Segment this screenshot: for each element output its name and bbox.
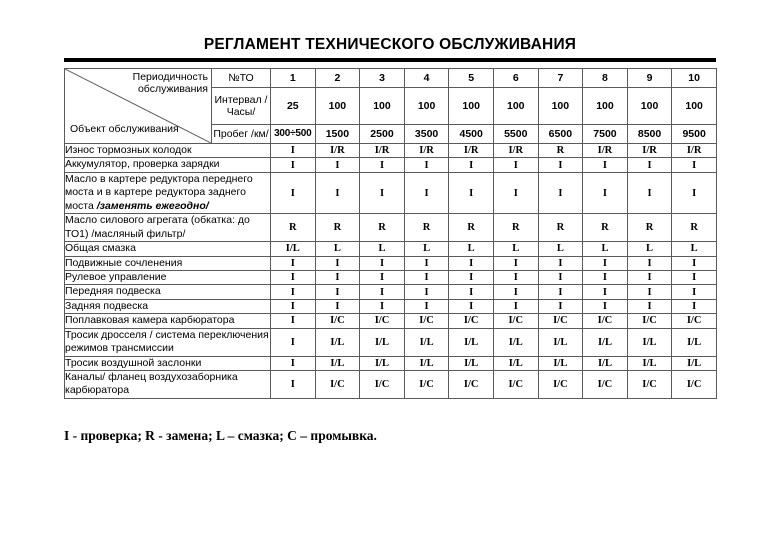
service-code-cell: R	[627, 214, 672, 242]
service-code-cell: I	[315, 172, 360, 213]
service-code-cell: I/R	[583, 144, 628, 158]
service-code-cell: I/C	[538, 314, 583, 328]
service-code-cell: I/C	[449, 371, 494, 399]
service-code-cell: I/C	[583, 371, 628, 399]
page-title: РЕГЛАМЕНТ ТЕХНИЧЕСКОГО ОБСЛУЖИВАНИЯ	[203, 36, 577, 53]
service-code-cell: I/L	[404, 356, 449, 370]
service-item-label: Общая смазка	[65, 242, 271, 256]
service-code-cell: I	[583, 158, 628, 172]
service-code-cell: I/C	[449, 314, 494, 328]
table-row	[65, 299, 717, 313]
maintenance-schedule-table	[64, 68, 717, 399]
service-code-cell: I	[627, 158, 672, 172]
service-code-cell: I	[672, 256, 717, 270]
table-row	[65, 158, 717, 172]
service-code-cell: I	[672, 172, 717, 213]
service-code-cell: I/R	[315, 144, 360, 158]
header-service-no-2: 2	[315, 69, 360, 88]
header-mileage-3: 2500	[360, 124, 405, 143]
service-code-cell: I/L	[627, 356, 672, 370]
service-code-cell: I/L	[538, 356, 583, 370]
service-item-label: Каналы/ фланец воздухозаборника карбюратора	[65, 371, 271, 399]
service-item-label: Подвижные сочленения	[65, 256, 271, 270]
service-code-cell: I/L	[583, 328, 628, 356]
service-code-cell: R	[360, 214, 405, 242]
header-service-no-5: 5	[449, 69, 494, 88]
service-code-cell: I/C	[360, 314, 405, 328]
header-service-no-3: 3	[360, 69, 405, 88]
header-interval-2: 100	[315, 88, 360, 125]
header-service-no-1: 1	[271, 69, 316, 88]
service-item-label: Задняя подвеска	[65, 299, 271, 313]
header-interval-10: 100	[672, 88, 717, 125]
header-interval-8: 100	[583, 88, 628, 125]
service-code-cell: I/R	[627, 144, 672, 158]
header-mileage-6: 5500	[493, 124, 538, 143]
service-code-cell: R	[271, 214, 316, 242]
service-code-cell: I/C	[672, 371, 717, 399]
header-mileage-10: 9500	[672, 124, 717, 143]
service-code-cell: I	[672, 285, 717, 299]
service-code-cell: I	[493, 285, 538, 299]
service-code-cell: I/L	[404, 328, 449, 356]
service-code-cell: R	[449, 214, 494, 242]
header-interval-6: 100	[493, 88, 538, 125]
service-code-cell: I	[583, 270, 628, 284]
service-code-cell: I	[271, 256, 316, 270]
service-code-cell: I	[627, 172, 672, 213]
service-code-cell: I/C	[360, 371, 405, 399]
header-mileage-8: 7500	[583, 124, 628, 143]
service-code-cell: I	[493, 172, 538, 213]
service-code-cell: R	[672, 214, 717, 242]
service-code-cell: I/R	[404, 144, 449, 158]
service-code-cell: R	[583, 214, 628, 242]
corner-top-label: Периодичность обслуживания	[132, 71, 208, 96]
service-code-cell: R	[538, 214, 583, 242]
service-code-cell: I/L	[315, 356, 360, 370]
service-code-cell: I/L	[271, 242, 316, 256]
service-code-cell: I	[583, 172, 628, 213]
service-code-cell: I	[627, 256, 672, 270]
service-code-cell: I	[404, 172, 449, 213]
service-code-cell: I	[449, 158, 494, 172]
header-interval-9: 100	[627, 88, 672, 125]
service-code-cell: I/L	[449, 356, 494, 370]
service-code-cell: I/C	[538, 371, 583, 399]
service-code-cell: I	[538, 285, 583, 299]
service-code-cell: I	[672, 270, 717, 284]
service-code-cell: I/L	[627, 328, 672, 356]
service-code-cell: L	[493, 242, 538, 256]
service-code-cell: I	[404, 299, 449, 313]
table-row	[65, 285, 717, 299]
service-code-cell: I/C	[315, 314, 360, 328]
service-code-cell: I/C	[404, 314, 449, 328]
table-row	[65, 356, 717, 370]
service-code-cell: I/R	[493, 144, 538, 158]
header-service-no-8: 8	[583, 69, 628, 88]
service-code-cell: I	[672, 299, 717, 313]
service-code-cell: L	[538, 242, 583, 256]
service-code-cell: I	[583, 299, 628, 313]
service-code-cell: R	[493, 214, 538, 242]
service-code-cell: I	[538, 158, 583, 172]
table-row	[65, 371, 717, 399]
service-code-cell: I	[672, 158, 717, 172]
row-label-interval: Интервал /Часы/	[212, 88, 271, 125]
service-code-cell: I	[627, 299, 672, 313]
service-item-label: Поплавковая камера карбюратора	[65, 314, 271, 328]
service-item-note: /заменять ежегодно/	[96, 199, 209, 212]
service-code-cell: R	[315, 214, 360, 242]
service-code-cell: I	[271, 172, 316, 213]
service-code-cell: I	[627, 285, 672, 299]
service-code-cell: I/L	[493, 356, 538, 370]
corner-split-cell	[65, 69, 212, 144]
service-code-cell: I	[315, 299, 360, 313]
header-interval-4: 100	[404, 88, 449, 125]
service-code-cell: I/C	[627, 371, 672, 399]
header-service-no-10: 10	[672, 69, 717, 88]
service-code-cell: I	[404, 158, 449, 172]
header-interval-3: 100	[360, 88, 405, 125]
service-item-label: Износ тормозных колодок	[65, 144, 271, 158]
header-mileage-1: 300÷500	[271, 124, 316, 143]
table-row	[65, 144, 717, 158]
header-service-no-4: 4	[404, 69, 449, 88]
service-code-cell: I	[271, 158, 316, 172]
service-item-label: Передняя подвеска	[65, 285, 271, 299]
table-row	[65, 256, 717, 270]
service-code-cell: I	[449, 172, 494, 213]
header-service-no-6: 6	[493, 69, 538, 88]
service-item-label: Масло в картере редуктора переднего моста и в картере редуктора заднего моста /заменять ежегодно/	[65, 172, 271, 213]
row-label-mileage: Пробег /км/	[212, 124, 271, 143]
table-row	[65, 328, 717, 356]
service-code-cell: I	[493, 299, 538, 313]
table-row	[65, 172, 717, 213]
service-code-cell: I/C	[493, 371, 538, 399]
header-mileage-9: 8500	[627, 124, 672, 143]
service-code-cell: I/L	[583, 356, 628, 370]
service-code-cell: I/R	[672, 144, 717, 158]
table-row	[65, 214, 717, 242]
service-code-cell: I	[538, 270, 583, 284]
table-row	[65, 270, 717, 284]
service-code-cell: I/C	[583, 314, 628, 328]
service-code-cell: I	[493, 256, 538, 270]
service-code-cell: L	[449, 242, 494, 256]
service-code-cell: I	[449, 299, 494, 313]
service-code-cell: I	[360, 299, 405, 313]
header-service-no-9: 9	[627, 69, 672, 88]
header-interval-7: 100	[538, 88, 583, 125]
service-code-cell: L	[360, 242, 405, 256]
service-code-cell: I	[449, 285, 494, 299]
header-service-no-7: 7	[538, 69, 583, 88]
service-code-cell: I	[315, 270, 360, 284]
service-code-cell: I	[315, 285, 360, 299]
row-label-service-no: №ТО	[212, 69, 271, 88]
service-code-cell: I/L	[360, 328, 405, 356]
service-code-cell: I	[627, 270, 672, 284]
service-code-cell: I/C	[404, 371, 449, 399]
service-code-cell: I	[449, 270, 494, 284]
service-code-cell: I/R	[449, 144, 494, 158]
service-code-cell: I	[538, 299, 583, 313]
header-mileage-2: 1500	[315, 124, 360, 143]
service-code-cell: I/L	[672, 356, 717, 370]
service-code-cell: I/L	[493, 328, 538, 356]
service-code-cell: I	[583, 256, 628, 270]
title-rule	[64, 58, 716, 62]
service-code-cell: L	[315, 242, 360, 256]
service-code-cell: I/L	[672, 328, 717, 356]
service-code-cell: I/C	[493, 314, 538, 328]
service-code-cell: I	[271, 314, 316, 328]
service-code-cell: I	[315, 256, 360, 270]
corner-bottom-label: Объект обслуживания	[70, 122, 179, 135]
table-row	[65, 314, 717, 328]
service-code-cell: I	[404, 256, 449, 270]
service-code-cell: I/L	[360, 356, 405, 370]
service-code-cell: I	[404, 270, 449, 284]
service-code-cell: I	[404, 285, 449, 299]
service-code-cell: L	[583, 242, 628, 256]
service-code-cell: I	[493, 158, 538, 172]
service-code-cell: I	[360, 172, 405, 213]
service-code-cell: I	[360, 285, 405, 299]
header-row-service-no	[65, 69, 717, 88]
service-item-label: Тросик воздушной заслонки	[65, 356, 271, 370]
service-code-cell: I	[271, 371, 316, 399]
service-code-cell: I	[583, 285, 628, 299]
header-mileage-4: 3500	[404, 124, 449, 143]
service-code-cell: I	[538, 256, 583, 270]
service-code-cell: I	[315, 158, 360, 172]
service-code-cell: I	[271, 328, 316, 356]
service-code-cell: I	[493, 270, 538, 284]
service-code-cell: I	[360, 270, 405, 284]
service-code-cell: L	[672, 242, 717, 256]
header-interval-5: 100	[449, 88, 494, 125]
service-code-cell: I/C	[627, 314, 672, 328]
header-interval-1: 25	[271, 88, 316, 125]
service-code-cell: I	[538, 172, 583, 213]
service-code-cell: I/R	[360, 144, 405, 158]
service-code-cell: I/C	[672, 314, 717, 328]
service-code-cell: R	[404, 214, 449, 242]
service-code-cell: I	[271, 144, 316, 158]
header-mileage-7: 6500	[538, 124, 583, 143]
service-code-cell: I/L	[538, 328, 583, 356]
service-code-cell: L	[404, 242, 449, 256]
service-code-cell: I	[360, 256, 405, 270]
legend-text: I - проверка; R - замена; L – смазка; C – промывка.	[64, 428, 377, 443]
service-code-cell: I/C	[315, 371, 360, 399]
table-row	[65, 242, 717, 256]
service-code-cell: R	[538, 144, 583, 158]
service-item-label: Тросик дросселя / система переключения режимов трансмиссии	[65, 328, 269, 355]
service-item-label: Рулевое управление	[65, 270, 271, 284]
service-code-cell: I/L	[315, 328, 360, 356]
service-code-cell: L	[627, 242, 672, 256]
service-code-cell: I	[271, 299, 316, 313]
service-code-cell: I	[271, 285, 316, 299]
service-item-label: Аккумулятор, проверка зарядки	[65, 158, 271, 172]
service-code-cell: I/L	[449, 328, 494, 356]
service-item-label: Масло силового агрегата (обкатка: до ТО1) /масляный фильтр/	[65, 214, 271, 242]
service-code-cell: I	[271, 270, 316, 284]
service-code-cell: I	[449, 256, 494, 270]
service-code-cell: I	[271, 356, 316, 370]
service-code-cell: I	[360, 158, 405, 172]
header-mileage-5: 4500	[449, 124, 494, 143]
